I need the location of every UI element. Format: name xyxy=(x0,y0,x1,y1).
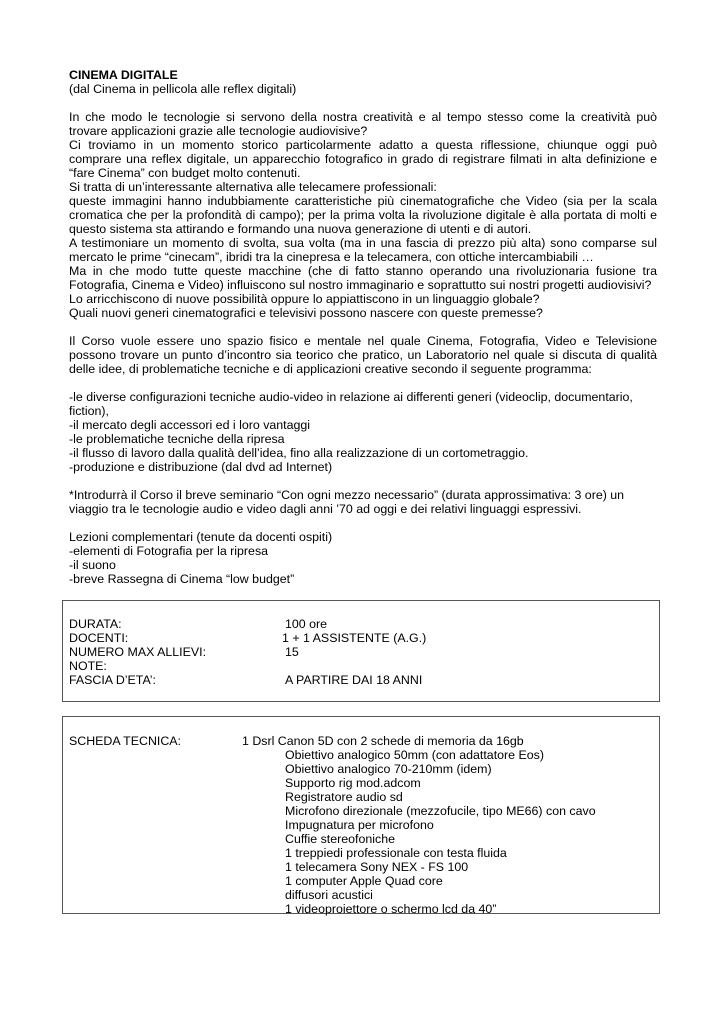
info-label: NUMERO MAX ALLIEVI: xyxy=(69,645,207,659)
program-item: -il flusso di lavoro dalla qualità dell’idea, fino alla realizzazione di un cortometraggio. xyxy=(69,446,529,460)
program-item: -produzione e distribuzione (dal dvd ad Internet) xyxy=(69,460,333,474)
intro-section xyxy=(69,110,657,320)
program-list xyxy=(69,390,657,474)
tech-item: Impugnatura per microfono xyxy=(285,818,434,832)
intro-paragraph: Ci troviamo in un momento storico particolarmente adatto a questa riflessione, chiunque oggi può comprare una reflex digitale, un apparecchio fotografico in grado di registrare filmati in alta definizione e “fare Cinema” con budget molto contenuti. xyxy=(69,138,657,180)
tech-item: diffusori acustici xyxy=(285,888,373,902)
program-item: -le problematiche tecniche della ripresa xyxy=(69,432,285,446)
document-title: CINEMA DIGITALE xyxy=(69,68,178,82)
info-value: 1 + 1 ASSISTENTE (A.G.) xyxy=(282,631,427,645)
intro-paragraph: In che modo le tecnologie si servono della nostra creatività e al tempo stesso come la creatività può trovare applicazioni grazie alle tecnologie audiovisive? xyxy=(69,110,657,138)
info-label: FASCIA D’ETA’: xyxy=(69,673,156,687)
info-label: DOCENTI: xyxy=(69,631,129,645)
tech-item: 1 telecamera Sony NEX - FS 100 xyxy=(285,860,469,874)
tech-item: Registratore audio sd xyxy=(285,790,403,804)
intro-paragraph: Si tratta di un’interessante alternativa alle telecamere professionali: xyxy=(69,180,437,194)
course-paragraph: Il Corso vuole essere uno spazio fisico e mentale nel quale Cinema, Fotografia, Video e Televisione possono trovare un punto d’incontro sia teorico che pratico, un Laboratorio nel quale si discuta di qualità delle idee, di problematiche tecniche e di applicazioni creative secondo il seguente programma: xyxy=(69,334,657,376)
tech-item: Microfono direzionale (mezzofucile, tipo ME66) con cavo xyxy=(285,804,596,818)
lessons-title: Lezioni complementari (tenute da docenti ospiti) xyxy=(69,530,333,544)
tech-item: 1 computer Apple Quad core xyxy=(285,874,443,888)
tech-item: 1 videoproiettore o schermo lcd da 40” xyxy=(285,902,497,916)
tech-item: Cuffie stereofoniche xyxy=(285,832,395,846)
info-value: A PARTIRE DAI 18 ANNI xyxy=(285,673,423,687)
intro-paragraph: Ma in che modo tutte queste macchine (che di fatto stanno operando una rivoluzionaria fusione tra Fotografia, Cinema e Video) influiscono sul nostro immaginario e soprattutto sui nostri progetti audiovisivi? xyxy=(69,264,657,292)
intro-paragraph: Lo arricchiscono di nuove possibilità oppure lo appiattiscono in un linguaggio globale? xyxy=(69,292,540,306)
program-item: -il mercato degli accessori ed i loro vantaggi xyxy=(69,418,311,432)
tech-sheet-label: SCHEDA TECNICA: xyxy=(69,734,181,748)
intro-paragraph: Quali nuovi generi cinematografici e televisivi possono nascere con queste premesse? xyxy=(69,306,543,320)
intro-paragraph: A testimoniare un momento di svolta, sua volta (ma in una fascia di prezzo più alta) sono comparse sul mercato le prime “cinecam”, ibridi tra la cinepresa e la telecamera, con ottiche intercambiabili … xyxy=(69,236,657,264)
tech-item: Obiettivo analogico 50mm (con adattatore Eos) xyxy=(285,748,544,762)
tech-item: Obiettivo analogico 70-210mm (idem) xyxy=(285,762,492,776)
course-info-box xyxy=(62,600,660,702)
info-label: DURATA: xyxy=(69,617,122,631)
document-body xyxy=(69,68,657,586)
program-item: -le diverse configurazioni tecniche audio-video in relazione ai differenti generi (videoclip, documentario, fiction), xyxy=(69,390,633,418)
lesson-item: -elementi di Fotografia per la ripresa xyxy=(69,544,269,558)
info-label: NOTE: xyxy=(69,659,107,673)
intro-paragraph: queste immagini hanno indubbiamente caratteristiche più cinematografiche che Video (sia per la scala cromatica che per la profondità di campo); per la prima volta la rivoluzione digitale è alla portata di molti e questo sistema sta attirando e formando una nuova generazione di utenti e di autori. xyxy=(69,194,657,236)
lesson-item: -breve Rassegna di Cinema “low budget” xyxy=(69,572,295,586)
seminar-paragraph: *Introdurrà il Corso il breve seminario “Con ogni mezzo necessario” (durata approssimativa: 3 ore) un viaggio tra le tecnologie audio e video dagli anni ’70 ad oggi e dei relativi linguaggi espressivi. xyxy=(69,488,625,516)
document-subtitle: (dal Cinema in pellicola alle reflex digitali) xyxy=(69,82,297,96)
tech-item: 1 Dsrl Canon 5D con 2 schede di memoria da 16gb xyxy=(242,734,524,748)
tech-item: 1 treppiedi professionale con testa fluida xyxy=(285,846,507,860)
info-value: 15 xyxy=(285,645,299,659)
tech-sheet-box xyxy=(62,716,660,914)
lesson-item: -il suono xyxy=(69,558,116,572)
info-value: 100 ore xyxy=(285,617,328,631)
tech-item: Supporto rig mod.adcom xyxy=(285,776,421,790)
